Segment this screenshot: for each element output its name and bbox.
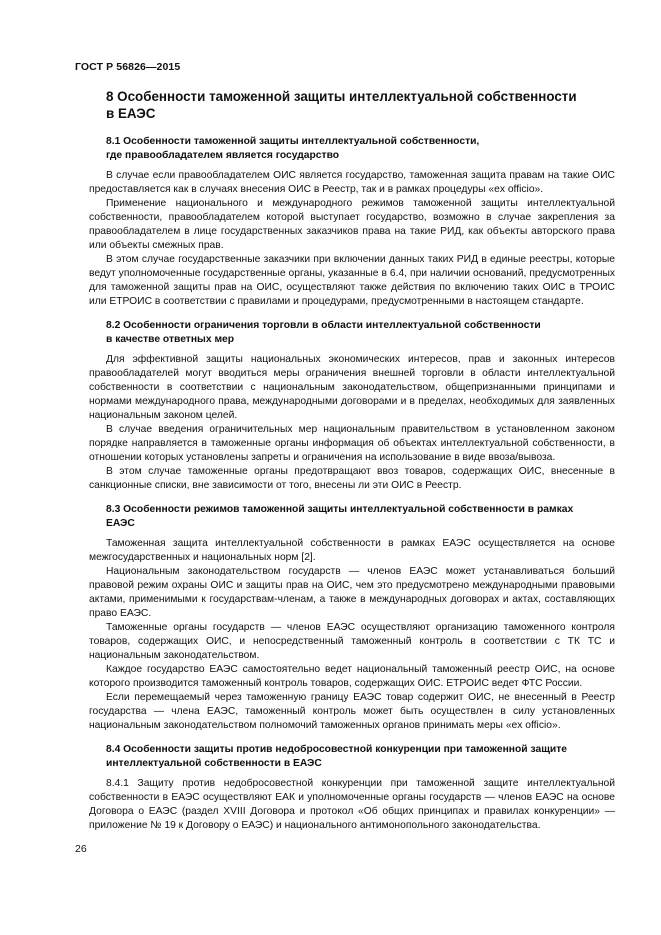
paragraph-8-3-3: Таможенные органы государств — членов ЕАЭС осуществляют организацию таможенного контроля товаров, содержащих ОИС, и непосредственный таможенный контроль в соответствии с ТК ТС и национальным законодательством. <box>89 622 615 661</box>
subsection-8-3-heading-line1: 8.3 Особенности режимов таможенной защиты интеллектуальной собственности в рамках <box>106 504 574 515</box>
subsection-8-4-heading-line1: 8.4 Особенности защиты против недобросовестной конкуренции при таможенной защите <box>106 744 567 755</box>
paragraph-8-2-3: В этом случае таможенные органы предотвращают ввоз товаров, содержащих ОИС, внесенные в санкционные списки, вне зависимости от того, внесены ли эти ОИС в Реестр. <box>89 466 615 491</box>
document-code-header: ГОСТ Р 56826—2015 <box>75 61 181 73</box>
subsection-8-4-heading-line2: интеллектуальной собственности в ЕАЭС <box>106 758 322 769</box>
subsection-8-1-heading-line2: где правообладателем является государство <box>106 150 340 161</box>
subsection-8-2-heading-line2: в качестве ответных мер <box>106 334 235 345</box>
subsection-8-1-heading <box>106 135 615 163</box>
paragraph-8-1-1: В случае если правообладателем ОИС является государство, таможенная защита правам на такие ОИС предоставляется как в случаях внесения ОИС в Реестр, так и в рамках процедуры «ex officio». <box>89 170 615 195</box>
page-content <box>89 88 615 833</box>
paragraph-8-4-1: 8.4.1 Защиту против недобросовестной конкуренции при таможенной защите интеллектуальной собственности в ЕАЭС осуществляют ЕАК и уполномоченные органы государств — членов ЕАЭС на основе Договора о ЕАЭС (раздел XVIII Договора и протокол «Об общих принципах и правилах конкуренции» — приложение № 19 к Договору о ЕАЭС) и национального антимонопольного законодательства. <box>89 778 615 831</box>
paragraph-8-3-5: Если перемещаемый через таможенную границу ЕАЭС товар содержит ОИС, не внесенный в Реестр государства — члена ЕАЭС, таможенный контроль может быть осуществлен в силу установленных национальным законодательством полномочий таможенных органов принимать меры «ex officio». <box>89 692 615 731</box>
paragraph-8-3-1: Таможенная защита интеллектуальной собственности в рамках ЕАЭС осуществляется на основе межгосударственных и национальных норм [2]. <box>89 538 615 563</box>
section-8-heading-line2: в ЕАЭС <box>106 106 156 121</box>
subsection-8-3-heading-line2: ЕАЭС <box>106 518 135 529</box>
paragraph-8-3-4: Каждое государство ЕАЭС самостоятельно ведет национальный таможенный реестр ОИС, на основе которого производится таможенный контроль товаров, содержащих ОИС. ЕТРОИС ведет ФТС России. <box>89 664 615 689</box>
paragraph-8-2-2: В случае введения ограничительных мер национальным правительством в установленном законом порядке направляется в таможенные органы информация об объектах интеллектуальной собственности, в отношении которых установлены запреты и ограничения на использование в виде ввоза/вывоза. <box>89 424 615 463</box>
section-8-heading <box>106 88 615 122</box>
paragraph-8-1-3: В этом случае государственные заказчики при включении данных таких РИД в единые реестры, которые ведут уполномоченные государственные органы, указанные в 6.4, при наличии оснований, предусмотренных для таможенной защиты прав на ОИС, осуществляют также действия по включению таких ОИС в ТРОИС или ЕТРОИС в соответствии с правилами и процедурами, предусмотренными в настоящем стандарте. <box>89 254 615 307</box>
paragraph-8-2-1: Для эффективной защиты национальных экономических интересов, прав и законных интересов правообладателей могут вводиться меры ограничения внешней торговли в области интеллектуальной собственности в соответствии с национальным законодательством, общепризнанными принципами и нормами международного права, международными договорами и в пределах, необходимых для заявленных национальным законом целей. <box>89 354 615 421</box>
section-8-heading-line1: 8 Особенности таможенной защиты интеллектуальной собственности <box>106 89 577 104</box>
page-number: 26 <box>75 843 87 855</box>
paragraph-8-3-2: Национальным законодательством государств — членов ЕАЭС может устанавливаться больший правовой режим охраны ОИС и защиты прав на ОИС, чем это предусмотрено международными правовыми актами, применимыми к государствам-членам, а также в международных договорах и актах, составляющих право ЕАЭС. <box>89 566 615 619</box>
subsection-8-1-heading-line1: 8.1 Особенности таможенной защиты интеллектуальной собственности, <box>106 136 480 147</box>
subsection-8-4-heading <box>106 743 615 771</box>
paragraph-8-1-2: Применение национального и международного режимов таможенной защиты интеллектуальной собственности, правообладателем которой выступает государство, возможно в случае закрепления за правообладателем в лице государственных заказчиков права на такие РИД, как объекты авторского права или объекты смежных прав. <box>89 198 615 251</box>
subsection-8-3-heading <box>106 503 615 531</box>
subsection-8-2-heading-line1: 8.2 Особенности ограничения торговли в области интеллектуальной собственности <box>106 320 541 331</box>
subsection-8-2-heading <box>106 319 615 347</box>
